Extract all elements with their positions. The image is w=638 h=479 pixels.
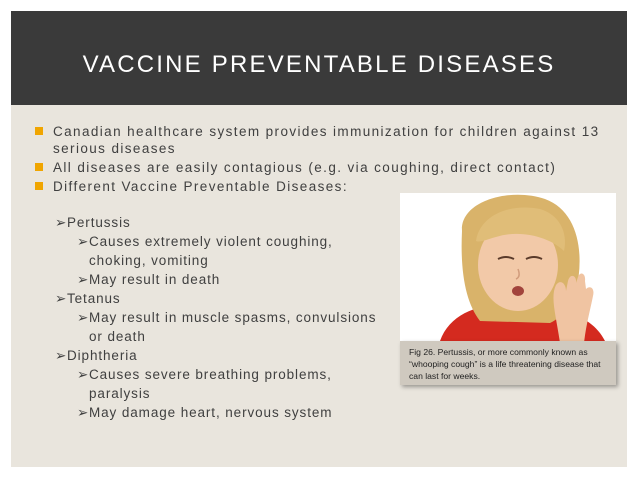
slide	[11, 11, 627, 467]
arrow-bullet-icon: ➢	[55, 215, 68, 230]
child-coughing-photo	[400, 193, 616, 341]
arrow-bullet-icon: ➢	[55, 291, 68, 306]
arrow-bullet-icon: ➢	[77, 234, 90, 249]
slide-title: VACCINE PREVENTABLE DISEASES	[82, 51, 556, 78]
square-bullet-icon	[35, 163, 43, 171]
disease-list	[55, 213, 415, 422]
disease-detail	[55, 403, 415, 422]
square-bullet-icon	[35, 182, 43, 190]
disease-detail	[55, 232, 415, 270]
detail-text: May result in death	[89, 272, 221, 287]
arrow-bullet-icon: ➢	[77, 367, 90, 382]
disease-name: Pertussis	[67, 215, 131, 230]
bullet-list	[33, 123, 618, 197]
square-bullet-icon	[35, 127, 43, 135]
detail-text-continued: paralysis	[89, 386, 151, 401]
figure-caption: Fig 26. Pertussis, or more commonly known as “whooping cough” is a life threatening disease that can last for weeks.	[409, 347, 601, 381]
bullet-item	[33, 159, 618, 176]
detail-text: May damage heart, nervous system	[89, 405, 333, 420]
detail-text-continued: or death	[89, 329, 146, 344]
arrow-bullet-icon: ➢	[55, 348, 68, 363]
disease-name: Diphtheria	[67, 348, 138, 363]
arrow-bullet-icon: ➢	[77, 272, 90, 287]
detail-text-continued: choking, vomiting	[89, 253, 209, 268]
disease-diphtheria	[55, 346, 415, 365]
arrow-bullet-icon: ➢	[77, 310, 90, 325]
bullet-text: All diseases are easily contagious (e.g. via coughing, direct contact)	[53, 160, 557, 175]
bullet-item	[33, 123, 618, 157]
disease-tetanus	[55, 289, 415, 308]
title-bar	[11, 11, 627, 105]
disease-detail	[55, 365, 415, 403]
disease-name: Tetanus	[67, 291, 121, 306]
detail-text: Causes severe breathing problems,	[89, 367, 332, 382]
child-coughing-illustration	[400, 193, 616, 341]
figure-caption-box	[400, 341, 616, 385]
arrow-bullet-icon: ➢	[77, 405, 90, 420]
disease-detail	[55, 270, 415, 289]
bullet-text: Canadian healthcare system provides immunization for children against 13 serious diseases	[53, 124, 600, 156]
detail-text: Causes extremely violent coughing,	[89, 234, 333, 249]
disease-pertussis	[55, 213, 415, 232]
detail-text: May result in muscle spasms, convulsions	[89, 310, 377, 325]
bullet-text: Different Vaccine Preventable Diseases:	[53, 179, 348, 194]
disease-detail	[55, 308, 415, 346]
